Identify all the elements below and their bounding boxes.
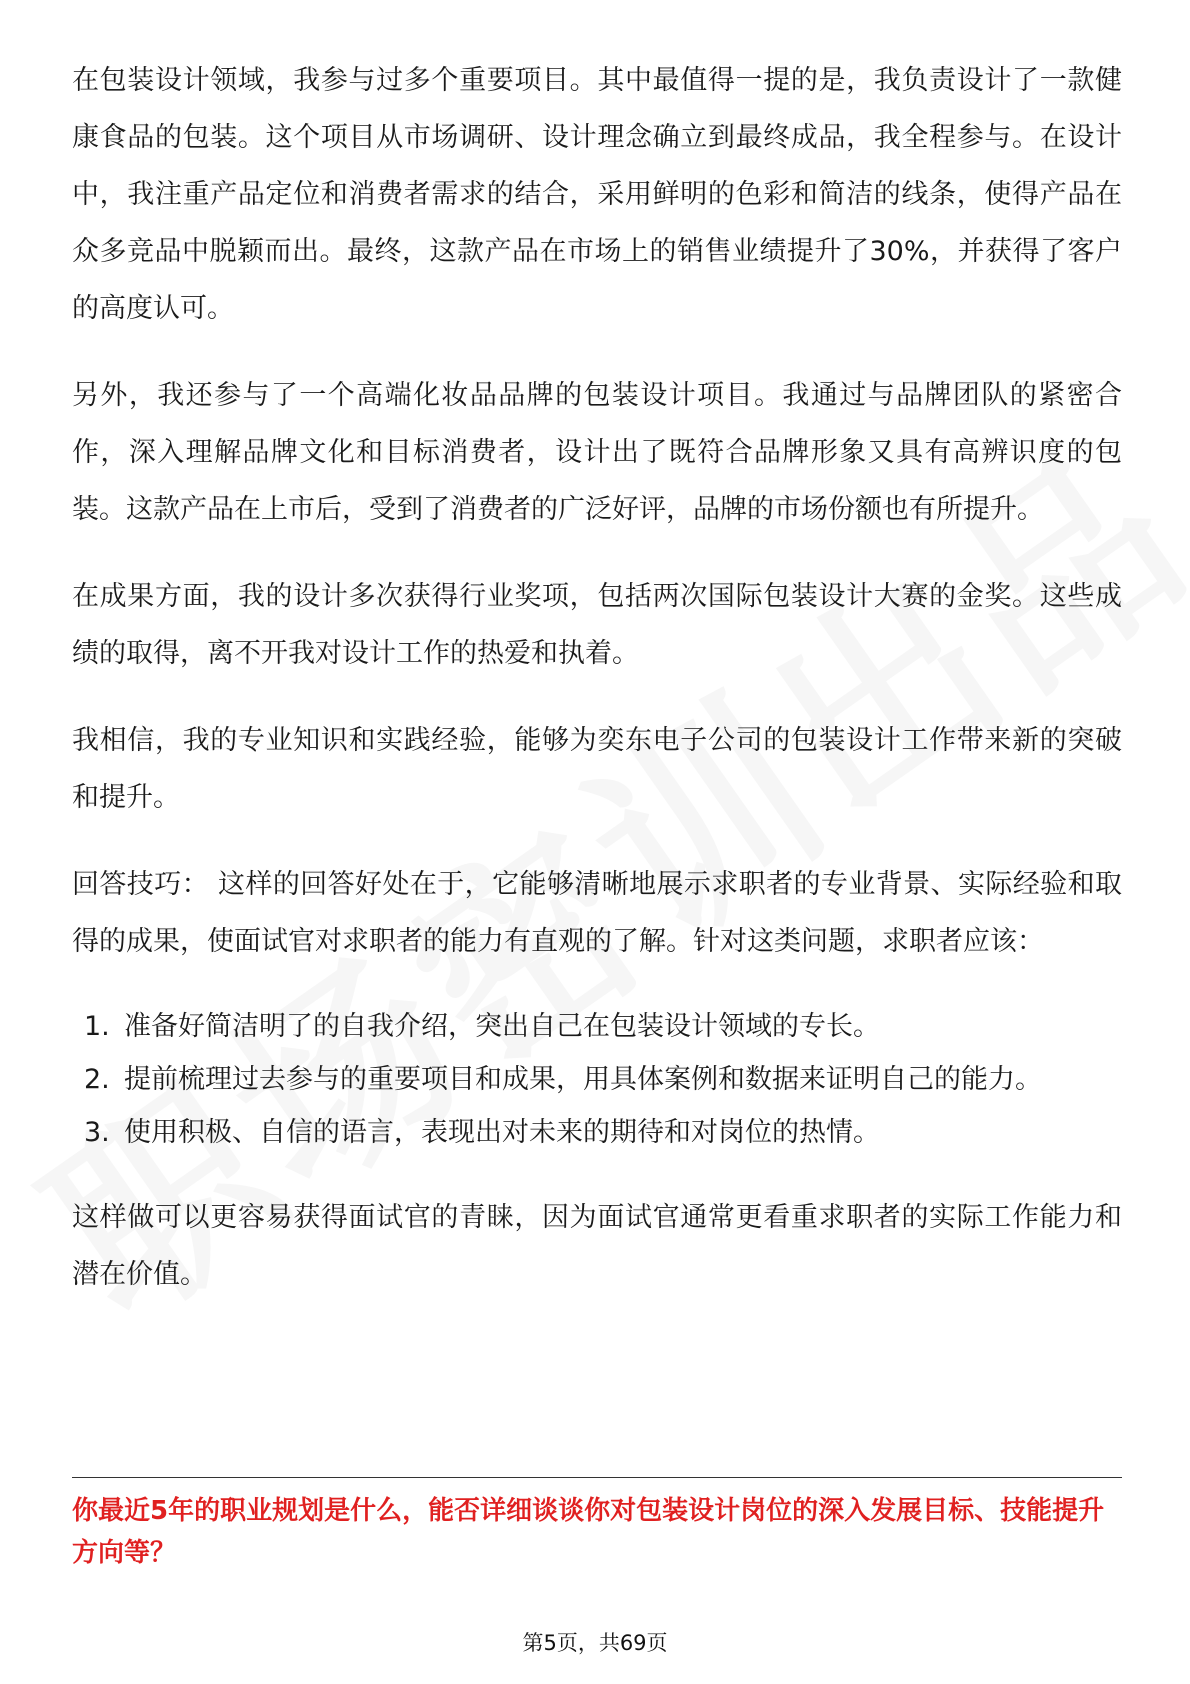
list-item-number: 1. <box>84 1011 110 1042</box>
paragraph-answer-tips: 回答技巧： 这样的回答好处在于，它能够清晰地展示求职者的专业背景、实际经验和取得的成果，使面试官对求职者的能力有直观的了解。针对这类问题，求职者应该： <box>72 869 1122 957</box>
list-item <box>72 1053 1122 1106</box>
list-item-number: 3. <box>84 1117 110 1148</box>
section-divider <box>72 1477 1122 1478</box>
paragraph-project-food: 在包装设计领域，我参与过多个重要项目。其中最值得一提的是，我负责设计了一款健康食品的包装。这个项目从市场调研、设计理念确立到最终成品，我全程参与。在设计中，我注重产品定位和消费者需求的结合，采用鲜明的色彩和简洁的线条，使得产品在众多竞品中脱颖而出。最终，这款产品在市场上的销售业绩提升了30%，并获得了客户的高度认可。 <box>72 65 1122 324</box>
list-item-text: 准备好简洁明了的自我介绍，突出自己在包装设计领域的专长。 <box>124 1011 880 1042</box>
answer-body <box>72 52 1122 1333</box>
paragraph-achievements: 在成果方面，我的设计多次获得行业奖项，包括两次国际包装设计大赛的金奖。这些成绩的取得，离不开我对设计工作的热爱和执着。 <box>72 581 1122 669</box>
list-item-text: 使用积极、自信的语言，表现出对未来的期待和对岗位的热情。 <box>124 1117 880 1148</box>
list-item <box>72 1000 1122 1053</box>
paragraph-project-cosmetics: 另外，我还参与了一个高端化妆品品牌的包装设计项目。我通过与品牌团队的紧密合作，深入理解品牌文化和目标消费者，设计出了既符合品牌形象又具有高辨识度的包装。这款产品在上市后，受到了消费者的广泛好评，品牌的市场份额也有所提升。 <box>72 380 1122 525</box>
paragraph-belief: 我相信，我的专业知识和实践经验，能够为奕东电子公司的包装设计工作带来新的突破和提升。 <box>72 725 1122 813</box>
page-number-footer: 第5页，共69页 <box>522 1631 668 1655</box>
list-item-text: 提前梳理过去参与的重要项目和成果，用具体案例和数据来证明自己的能力。 <box>124 1064 1042 1095</box>
tips-list <box>72 1000 1122 1159</box>
list-item <box>72 1106 1122 1159</box>
next-question-heading: 你最近5年的职业规划是什么，能否详细谈谈你对包装设计岗位的深入发展目标、技能提升方向等？ <box>72 1496 1105 1568</box>
list-item-number: 2. <box>84 1064 110 1095</box>
paragraph-conclusion: 这样做可以更容易获得面试官的青睐，因为面试官通常更看重求职者的实际工作能力和潜在价值。 <box>72 1202 1122 1290</box>
